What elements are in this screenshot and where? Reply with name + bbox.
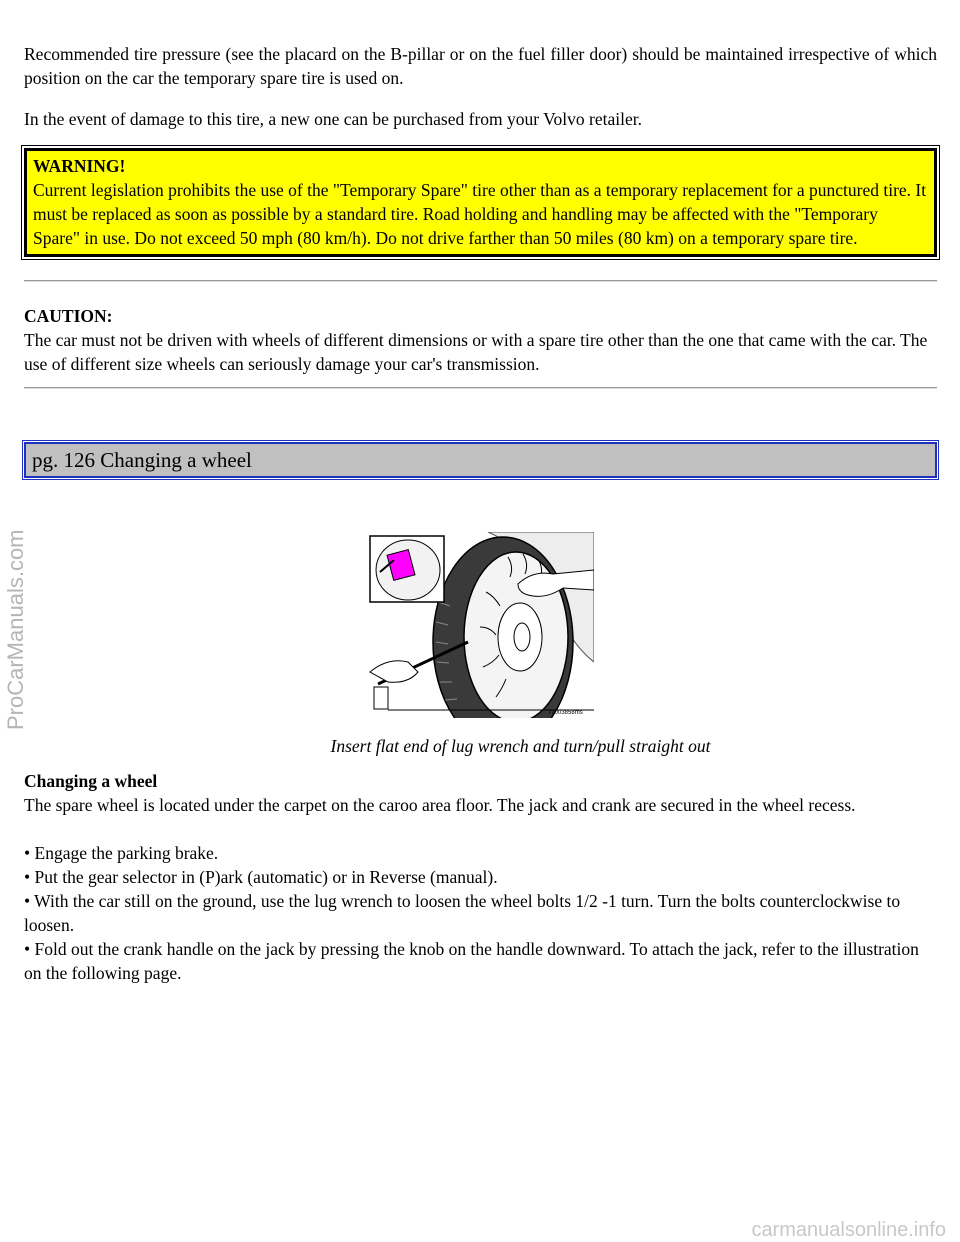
step-list (24, 841, 937, 985)
changing-title: Changing a wheel (24, 771, 158, 791)
warning-box (24, 148, 937, 257)
wheel-illustration (24, 532, 937, 724)
divider-bottom (24, 387, 937, 389)
divider-top (24, 280, 937, 282)
section-header: pg. 126 Changing a wheel (24, 442, 937, 478)
side-watermark: ProCarManuals.com (3, 529, 28, 730)
intro-paragraph-2: In the event of damage to this tire, a new one can be purchased from your Volvo retailer. (24, 109, 642, 129)
figure-caption: Insert flat end of lug wrench and turn/pull straight out (330, 736, 711, 756)
step-item: • Put the gear selector in (P)ark (automatic) or in Reverse (manual). (24, 867, 498, 887)
intro-paragraph-1: Recommended tire pressure (see the placard on the B-pillar or on the fuel filler door) should be maintained irrespective of which position on the car the temporary spare tire is used on. (24, 44, 937, 88)
bottom-watermark: carmanualsonline.info (751, 1219, 946, 1241)
figure-code: 77003858ms (547, 710, 583, 716)
warning-body: Current legislation prohibits the use of the "Temporary Spare" tire other than as a temporary replacement for a punctured tire. It must be replaced as soon as possible by a standard tire. Road holding and handling may be affected with the "Temporary Spare" in use. Do not exceed 50 mph (80 km/h). Do not drive farther than 50 miles (80 km) on a temporary spare tire. (33, 180, 927, 248)
caution-block (24, 304, 937, 376)
lug-wrench-illustration (368, 532, 594, 718)
step-item: • With the car still on the ground, use the lug wrench to loosen the wheel bolts 1/2 -1 turn. Turn the bolts counterclockwise to loosen. (24, 891, 901, 935)
warning-title: WARNING! (33, 156, 126, 176)
changing-body: The spare wheel is located under the carpet on the caroo area floor. The jack and crank are secured in the wheel recess. (24, 795, 856, 815)
step-item: • Fold out the crank handle on the jack by pressing the knob on the handle downward. To attach the jack, refer to the illustration on the following page. (24, 939, 919, 983)
caution-title: CAUTION: (24, 306, 113, 326)
step-item: • Engage the parking brake. (24, 843, 219, 863)
page-content (24, 42, 937, 985)
caution-body: The car must not be driven with wheels of different dimensions or with a spare tire other than the one that came with the car. The use of different size wheels can seriously damage your car's transmission. (24, 330, 928, 374)
